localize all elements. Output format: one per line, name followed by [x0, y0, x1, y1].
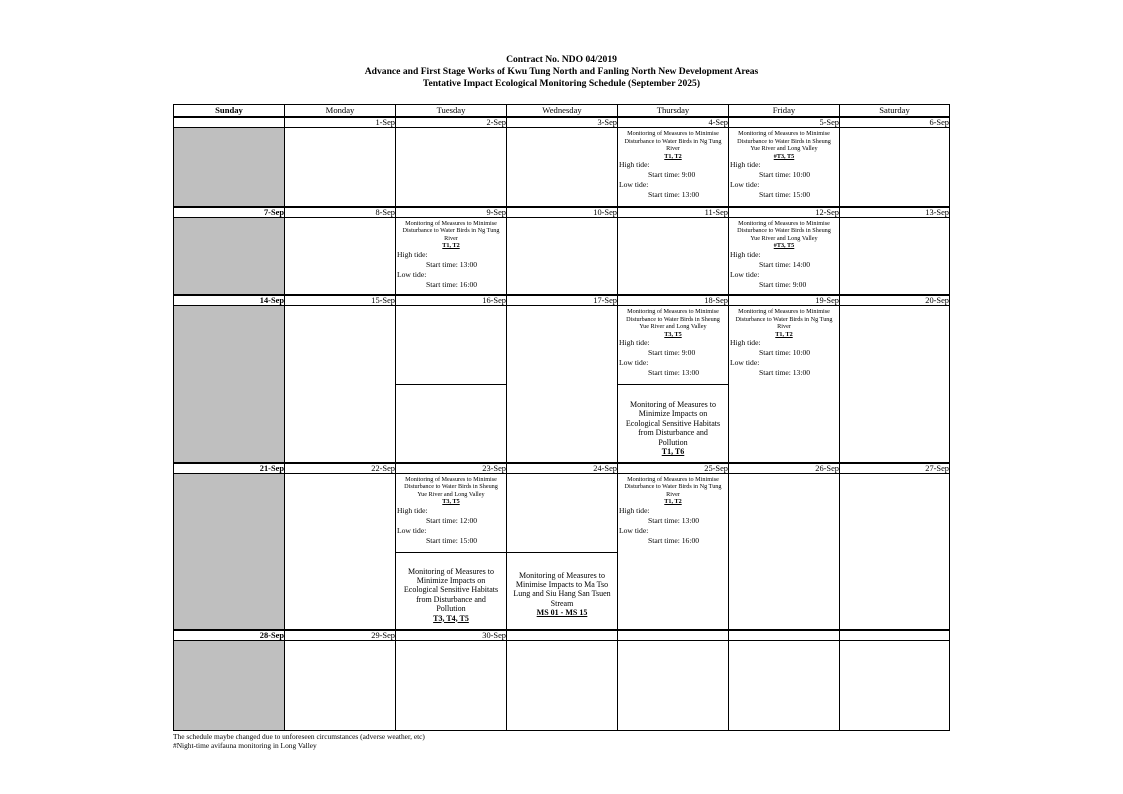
date-cell: 17-Sep	[507, 295, 618, 306]
day-cell	[285, 473, 396, 630]
week-4-body-row	[174, 473, 950, 630]
tide-times: High tide: Start time: 10:00 Low tide: Start time: 13:00	[730, 338, 811, 378]
contract-title: Contract No. NDO 04/2019	[506, 54, 617, 65]
day-cell-sep-24	[507, 473, 618, 630]
day-cell-sep-19	[729, 306, 840, 463]
week-5-body-row	[174, 641, 950, 731]
date-cell	[174, 117, 285, 128]
date-cell: 16-Sep	[396, 295, 507, 306]
date-cell: 29-Sep	[285, 630, 396, 641]
tide-times: High tide: Start time: 13:00 Low tide: Start time: 16:00	[619, 505, 700, 545]
event-sep-23: Monitoring of Measures to Minimise Disturbance to Water Birds in Sheung Yue River and Long Valley T3, T5	[404, 475, 498, 506]
day-cell	[507, 128, 618, 207]
week-2-date-row	[174, 207, 950, 218]
date-cell: 15-Sep	[285, 295, 396, 306]
footnote-night-time: #Night-time avifauna monitoring in Long Valley	[173, 741, 317, 750]
date-cell: 12-Sep	[729, 207, 840, 218]
event-sep-18: Monitoring of Measures to Minimise Disturbance to Water Birds in Sheung Yue River and Long Valley T3, T5	[626, 308, 720, 338]
event-sep-5: Monitoring of Measures to Minimise Disturbance to Water Birds in Sheung Yue River and Long Valley #T3, T5	[737, 130, 831, 160]
cell-divider	[618, 384, 728, 385]
day-cell-sep-9	[396, 217, 507, 295]
date-cell: 24-Sep	[507, 463, 618, 474]
day-cell	[285, 217, 396, 295]
event-sep-4: Monitoring of Measures to Minimise Disturbance to Water Birds in Ng Tung River T1, T2	[624, 130, 722, 160]
day-cell-sep-12	[729, 217, 840, 295]
weekday-saturday: Saturday	[840, 105, 950, 118]
date-cell	[618, 630, 729, 641]
week-3-body-row	[174, 306, 950, 463]
week-5-date-row	[174, 630, 950, 641]
sunday-cell	[174, 641, 285, 731]
event-sep-24-streams: Monitoring of Measures to Minimise Impacts to Ma Tso Lung and Siu Hang San Tsuen Stream MS 01 - MS 15	[513, 570, 611, 618]
cell-divider	[396, 384, 506, 385]
date-cell: 20-Sep	[840, 295, 950, 306]
weekday-wednesday: Wednesday	[507, 105, 618, 118]
day-cell-sep-25	[618, 473, 729, 630]
week-1-date-row	[174, 117, 950, 128]
date-cell	[507, 630, 618, 641]
day-cell-sep-4	[618, 128, 729, 207]
sunday-cell	[174, 473, 285, 630]
day-cell	[285, 641, 396, 731]
day-cell	[840, 306, 950, 463]
cell-divider	[396, 552, 506, 553]
sunday-cell	[174, 217, 285, 295]
week-1-body-row	[174, 128, 950, 207]
day-cell	[507, 217, 618, 295]
weekday-tuesday: Tuesday	[396, 105, 507, 118]
date-cell: 1-Sep	[285, 117, 396, 128]
date-cell: 27-Sep	[840, 463, 950, 474]
tide-times: High tide: Start time: 14:00 Low tide: Start time: 9:00	[730, 249, 811, 289]
day-cell-sep-5	[729, 128, 840, 207]
date-cell: 13-Sep	[840, 207, 950, 218]
day-cell	[396, 306, 507, 463]
date-cell: 14-Sep	[174, 295, 285, 306]
sunday-cell	[174, 128, 285, 207]
sunday-cell	[174, 306, 285, 463]
day-cell	[285, 128, 396, 207]
day-cell	[396, 641, 507, 731]
document-header	[0, 54, 1123, 90]
date-cell	[840, 630, 950, 641]
day-cell	[840, 217, 950, 295]
tide-times: High tide: Start time: 9:00 Low tide: Start time: 13:00	[619, 160, 700, 200]
date-cell: 25-Sep	[618, 463, 729, 474]
date-cell: 26-Sep	[729, 463, 840, 474]
day-cell	[618, 641, 729, 731]
event-sep-18-habitats: Monitoring of Measures to Minimize Impacts on Ecological Sensitive Habitats from Disturbance and Pollution T1, T6	[625, 400, 721, 457]
day-cell	[840, 641, 950, 731]
date-cell	[729, 630, 840, 641]
week-3-date-row	[174, 295, 950, 306]
event-sep-23-habitats: Monitoring of Measures to Minimize Impacts on Ecological Sensitive Habitats from Disturbance and Pollution T3, T4, T5	[403, 566, 499, 623]
date-cell: 23-Sep	[396, 463, 507, 474]
footnote-schedule-change: The schedule maybe changed due to unforeseen circumstances (adverse weather, etc)	[173, 732, 425, 741]
tide-times: High tide: Start time: 10:00 Low tide: Start time: 15:00	[730, 160, 811, 200]
event-sep-12: Monitoring of Measures to Minimise Disturbance to Water Birds in Sheung Yue River and Long Valley #T3, T5	[737, 219, 831, 250]
date-cell: 19-Sep	[729, 295, 840, 306]
date-cell: 3-Sep	[507, 117, 618, 128]
date-cell: 2-Sep	[396, 117, 507, 128]
footnotes	[173, 732, 425, 750]
day-cell-sep-18	[618, 306, 729, 463]
event-sep-19: Monitoring of Measures to Minimise Disturbance to Water Birds in Ng Tung River T1, T2	[735, 308, 833, 338]
day-cell	[840, 128, 950, 207]
weekday-sunday: Sunday	[174, 105, 285, 118]
date-cell: 9-Sep	[396, 207, 507, 218]
event-sep-9: Monitoring of Measures to Minimise Disturbance to Water Birds in Ng Tung River T1, T2	[402, 219, 500, 250]
project-title: Advance and First Stage Works of Kwu Tung North and Fanling North New Development Areas	[364, 66, 759, 77]
weekday-monday: Monday	[285, 105, 396, 118]
tide-times: High tide: Start time: 9:00 Low tide: Start time: 13:00	[619, 338, 700, 378]
date-cell: 10-Sep	[507, 207, 618, 218]
weekday-thursday: Thursday	[618, 105, 729, 118]
date-cell: 21-Sep	[174, 463, 285, 474]
calendar-table	[173, 104, 950, 731]
date-cell: 28-Sep	[174, 630, 285, 641]
date-cell: 4-Sep	[618, 117, 729, 128]
schedule-title: Tentative Impact Ecological Monitoring Schedule (September 2025)	[422, 78, 701, 89]
week-2-body-row	[174, 217, 950, 295]
date-cell: 8-Sep	[285, 207, 396, 218]
date-cell: 5-Sep	[729, 117, 840, 128]
day-cell	[507, 306, 618, 463]
day-cell	[396, 128, 507, 207]
day-cell	[840, 473, 950, 630]
date-cell: 7-Sep	[174, 207, 285, 218]
week-4-date-row	[174, 463, 950, 474]
date-cell: 22-Sep	[285, 463, 396, 474]
day-cell	[618, 217, 729, 295]
tide-times: High tide: Start time: 12:00 Low tide: Start time: 15:00	[397, 505, 478, 545]
date-cell: 6-Sep	[840, 117, 950, 128]
weekday-header-row	[174, 105, 950, 118]
day-cell	[285, 306, 396, 463]
date-cell: 18-Sep	[618, 295, 729, 306]
cell-divider	[507, 552, 617, 553]
day-cell	[507, 641, 618, 731]
date-cell: 11-Sep	[618, 207, 729, 218]
event-sep-25: Monitoring of Measures to Minimise Disturbance to Water Birds in Ng Tung River T1, T2	[624, 475, 722, 506]
weekday-friday: Friday	[729, 105, 840, 118]
day-cell-sep-23	[396, 473, 507, 630]
tide-times: High tide: Start time: 13:00 Low tide: Start time: 16:00	[397, 249, 478, 289]
date-cell: 30-Sep	[396, 630, 507, 641]
day-cell	[729, 641, 840, 731]
day-cell	[729, 473, 840, 630]
